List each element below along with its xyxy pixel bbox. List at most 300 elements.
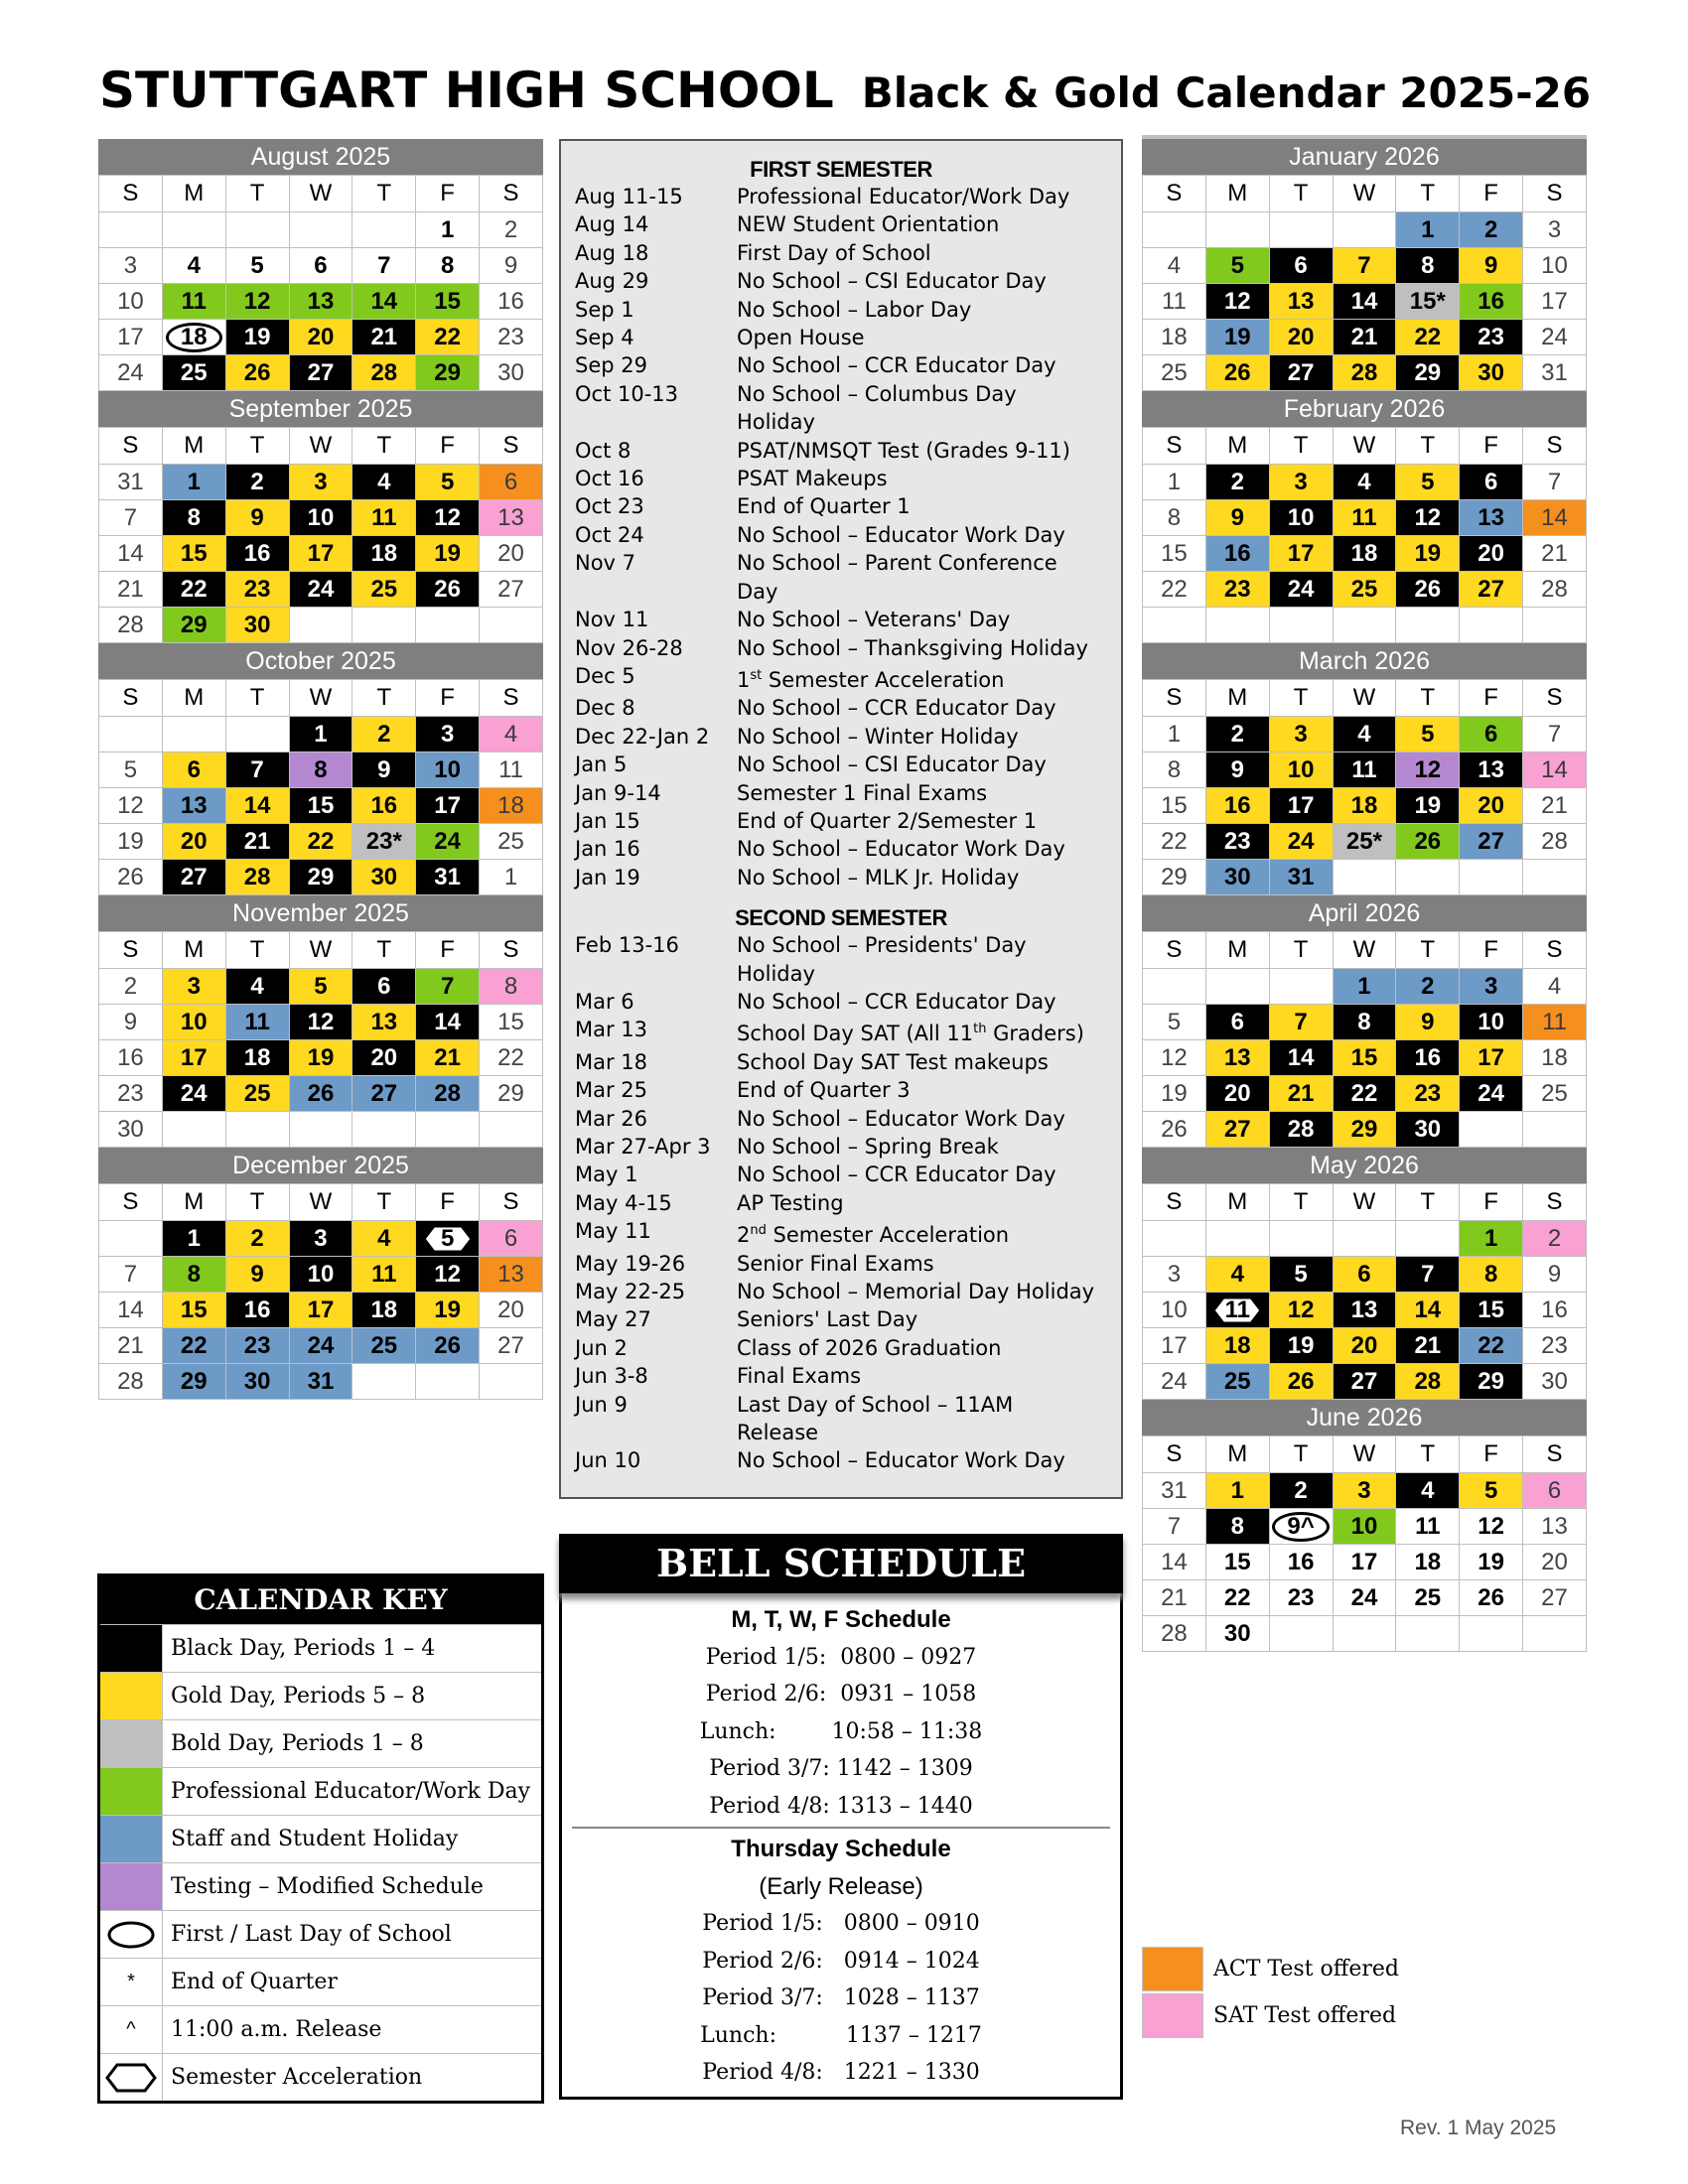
event-description: First Day of School: [737, 240, 931, 265]
day-cell: 23: [1269, 1580, 1333, 1616]
event-row: [575, 931, 1107, 959]
event-date: Jan 15: [575, 808, 640, 833]
day-cell: 3: [1460, 969, 1523, 1005]
day-cell: 22: [162, 572, 225, 608]
week-row: [1143, 860, 1587, 895]
day-cell: 18: [352, 1293, 416, 1328]
weekday-header: S: [1523, 176, 1587, 212]
day-cell: 12: [416, 500, 480, 536]
weekday-header: S: [1523, 1184, 1587, 1221]
day-cell: 3: [289, 465, 352, 500]
day-cell: 6: [1333, 1257, 1396, 1293]
day-number: 5: [440, 1224, 455, 1252]
day-cell: 27: [480, 1328, 543, 1364]
week-row: [99, 465, 543, 500]
week-row: [1143, 284, 1587, 320]
weekday-header: T: [1396, 1436, 1460, 1473]
day-cell: 24: [1269, 824, 1333, 860]
weekday-header: T: [1396, 428, 1460, 465]
empty-cell: [1396, 860, 1460, 895]
event-row: [575, 694, 1107, 722]
day-cell: 22: [480, 1040, 543, 1076]
day-cell: 3: [1523, 212, 1587, 248]
weekday-header: S: [1143, 1184, 1206, 1221]
event-row: [575, 465, 1107, 492]
month-june-2026: [1142, 1400, 1587, 1652]
day-cell: 16: [480, 284, 543, 320]
day-cell: 7: [352, 248, 416, 284]
day-cell: 20: [162, 824, 225, 860]
day-cell: 28: [1523, 572, 1587, 608]
day-cell: 5: [99, 752, 163, 788]
event-description: PSAT Makeups: [737, 467, 888, 491]
day-cell: 13: [480, 1257, 543, 1293]
event-description: Release: [737, 1421, 819, 1445]
event-row: [575, 351, 1107, 379]
mtwf-title: M, T, W, F Schedule: [731, 1606, 951, 1633]
event-row: [575, 662, 1107, 694]
empty-cell: [352, 608, 416, 643]
day-cell: 19: [1396, 536, 1460, 572]
day-cell: 2: [225, 465, 289, 500]
weekday-header: W: [289, 176, 352, 212]
day-cell: 30: [1396, 1112, 1460, 1148]
month-title: May 2026: [1142, 1148, 1587, 1183]
key-row: [100, 1958, 541, 2005]
school-name: STUTTGART HIGH SCHOOL: [99, 62, 834, 119]
day-cell: 30: [352, 860, 416, 895]
day-cell: 18: [1143, 320, 1206, 355]
week-row: [99, 1005, 543, 1040]
day-cell: 10: [1333, 1509, 1396, 1545]
empty-cell: [1523, 608, 1587, 643]
day-cell: 1: [1143, 465, 1206, 500]
day-cell: 10: [289, 1257, 352, 1293]
month-october-2025: [98, 643, 543, 895]
week-row: [99, 1076, 543, 1112]
day-cell: 17: [1523, 284, 1587, 320]
empty-cell: [352, 1364, 416, 1400]
empty-cell: [289, 608, 352, 643]
day-cell: 23*: [352, 824, 416, 860]
weekday-header: M: [162, 428, 225, 465]
event-date: Oct 23: [575, 494, 644, 519]
left-month-column: [98, 139, 543, 1400]
day-cell: 5: [225, 248, 289, 284]
day-cell: 20: [480, 536, 543, 572]
event-description: Open House: [737, 326, 865, 350]
event-date: Mar 25: [575, 1078, 648, 1103]
day-cell: 20: [289, 320, 352, 355]
day-cell: 3: [416, 717, 480, 752]
day-cell: 11: [162, 284, 225, 320]
week-row: [99, 1040, 543, 1076]
event-description: No School – Spring Break: [737, 1135, 999, 1159]
day-cell: 28: [416, 1076, 480, 1112]
bell-period: Period 1/5: 0800 – 0910: [702, 1911, 980, 1936]
weekday-header: W: [1333, 1436, 1396, 1473]
weekday-header: T: [1396, 176, 1460, 212]
month-title: April 2026: [1142, 895, 1587, 931]
day-cell: 25: [1523, 1076, 1587, 1112]
day-cell: 14: [225, 788, 289, 824]
week-row: [1143, 1076, 1587, 1112]
weekday-header: S: [480, 1184, 543, 1221]
weekday-header: S: [1143, 428, 1206, 465]
day-cell: 12: [1460, 1509, 1523, 1545]
day-cell: 18: [1205, 1328, 1269, 1364]
weekday-header: S: [480, 428, 543, 465]
key-row: [100, 1719, 541, 1767]
day-cell: 11: [1143, 284, 1206, 320]
weekday-header: M: [1205, 1184, 1269, 1221]
day-cell: 6: [480, 465, 543, 500]
day-cell: 24: [1333, 1580, 1396, 1616]
empty-cell: [1333, 608, 1396, 643]
weekday-header: S: [99, 680, 163, 717]
key-symbol: *: [100, 1959, 163, 2005]
event-date: May 22-25: [575, 1280, 686, 1304]
event-row: [575, 324, 1107, 351]
event-description: Day: [737, 579, 778, 604]
day-cell: 6: [352, 969, 416, 1005]
weekday-header: F: [1460, 1436, 1523, 1473]
empty-cell: [99, 717, 163, 752]
day-cell: 15: [162, 536, 225, 572]
day-cell: 27: [162, 860, 225, 895]
day-cell: 17: [1143, 1328, 1206, 1364]
day-cell: 8: [289, 752, 352, 788]
event-date: Nov 11: [575, 608, 649, 632]
event-description: Seniors' Last Day: [737, 1307, 918, 1332]
key-row: [100, 1862, 541, 1910]
day-cell: 27: [480, 572, 543, 608]
day-cell: 29: [480, 1076, 543, 1112]
right-month-column: [1142, 139, 1587, 1652]
day-cell: 16: [99, 1040, 163, 1076]
month-january-2026: [1142, 139, 1587, 391]
day-cell: 6: [1523, 1473, 1587, 1509]
day-cell: 30: [99, 1112, 163, 1148]
day-cell: 1: [1143, 717, 1206, 752]
weekday-header: T: [352, 176, 416, 212]
event-description: No School – Educator Work Day: [737, 837, 1065, 862]
day-cell: 9: [99, 1005, 163, 1040]
day-cell: 17: [99, 320, 163, 355]
key-label: Semester Acceleration: [171, 2065, 423, 2090]
day-cell: 31: [1523, 355, 1587, 391]
day-cell: 16: [1205, 536, 1269, 572]
empty-cell: [1269, 969, 1333, 1005]
day-cell: 8: [416, 248, 480, 284]
day-cell: 15*: [1396, 284, 1460, 320]
day-cell: 30: [480, 355, 543, 391]
day-cell: 31: [1143, 1473, 1206, 1509]
weekday-header: T: [225, 680, 289, 717]
key-label: First / Last Day of School: [171, 1922, 452, 1947]
day-cell: 29: [416, 355, 480, 391]
day-cell: 16: [1269, 1545, 1333, 1580]
event-date: Aug 11-15: [575, 185, 683, 208]
day-cell: 14: [416, 1005, 480, 1040]
day-cell: 28: [1143, 1616, 1206, 1652]
event-row: [575, 210, 1107, 238]
empty-cell: [352, 212, 416, 248]
event-date: [575, 1419, 737, 1446]
event-date: May 11: [575, 1219, 651, 1244]
day-cell: 26: [289, 1076, 352, 1112]
weekday-header: S: [1523, 932, 1587, 969]
week-row: [1143, 1328, 1587, 1364]
month-title: January 2026: [1142, 139, 1587, 175]
day-cell: 3: [289, 1221, 352, 1257]
thursday-subtitle: (Early Release): [759, 1872, 923, 1900]
day-cell: 14: [1269, 1040, 1333, 1076]
month-february-2026: [1142, 391, 1587, 643]
empty-cell: [1396, 1616, 1460, 1652]
day-cell: 13: [1460, 500, 1523, 536]
event-date: Aug 29: [575, 269, 649, 294]
day-cell: 20: [480, 1293, 543, 1328]
key-row: [100, 2005, 541, 2053]
bell-period: Lunch: 10:58 – 11:38: [699, 1718, 983, 1744]
empty-cell: [162, 1112, 225, 1148]
day-cell: 3: [162, 969, 225, 1005]
day-cell: 15: [1143, 536, 1206, 572]
day-cell: 26: [225, 355, 289, 391]
day-cell: 31: [1269, 860, 1333, 895]
day-cell: 21: [1396, 1328, 1460, 1364]
day-cell: 21: [352, 320, 416, 355]
day-cell: 10: [1460, 1005, 1523, 1040]
weekday-header: F: [416, 932, 480, 969]
day-cell: 15: [1333, 1040, 1396, 1076]
revision-note: Rev. 1 May 2025: [1400, 2116, 1557, 2139]
day-cell: 4: [225, 969, 289, 1005]
month-grid: [1142, 175, 1587, 391]
week-row: [1143, 1616, 1587, 1652]
day-cell: 23: [99, 1076, 163, 1112]
day-cell: 6: [1205, 1005, 1269, 1040]
week-row: [99, 860, 543, 895]
weekday-header: T: [352, 680, 416, 717]
event-date: [575, 960, 737, 988]
event-description: NEW Student Orientation: [737, 212, 1000, 237]
weekday-header: W: [289, 428, 352, 465]
event-description: No School – Winter Holiday: [737, 724, 1019, 749]
day-cell: 2: [1396, 969, 1460, 1005]
day-cell: 27: [1523, 1580, 1587, 1616]
week-row: [99, 284, 543, 320]
day-cell: 8: [1396, 248, 1460, 284]
event-description: School Day SAT (All 11th Graders): [737, 1022, 1084, 1046]
semester-acceleration-marker: [1211, 1296, 1263, 1325]
day-cell: 20: [1205, 1076, 1269, 1112]
day-cell: 29: [162, 1364, 225, 1400]
day-cell: 21: [225, 824, 289, 860]
empty-cell: [1205, 608, 1269, 643]
key-label: Bold Day, Periods 1 – 8: [171, 1731, 424, 1756]
day-cell: 13: [162, 788, 225, 824]
event-date: May 4-15: [575, 1190, 672, 1215]
day-cell: 10: [1523, 248, 1587, 284]
day-cell: 31: [416, 860, 480, 895]
weekday-header: M: [162, 680, 225, 717]
day-cell: 26: [416, 572, 480, 608]
day-cell: 21: [99, 572, 163, 608]
day-cell: 14: [99, 536, 163, 572]
key-swatch-bold: [100, 1720, 163, 1767]
week-row: [1143, 1221, 1587, 1257]
key-label: Black Day, Periods 1 – 4: [171, 1636, 436, 1661]
event-date: Jun 2: [575, 1335, 628, 1360]
day-cell: 7: [99, 1257, 163, 1293]
day-cell: 26: [1143, 1112, 1206, 1148]
week-row: [1143, 824, 1587, 860]
first-semester-list: [575, 183, 1107, 891]
day-cell: 23: [225, 572, 289, 608]
weekday-header: T: [1269, 680, 1333, 717]
key-row: [100, 1624, 541, 1672]
day-cell: 27: [1460, 824, 1523, 860]
weekday-header: S: [1143, 176, 1206, 212]
weekday-header: W: [1333, 932, 1396, 969]
day-cell: 30: [1205, 860, 1269, 895]
schedule-divider: [572, 1827, 1110, 1829]
day-cell: 20: [1333, 1328, 1396, 1364]
empty-cell: [225, 1112, 289, 1148]
weekday-header: W: [289, 932, 352, 969]
day-cell: 23: [480, 320, 543, 355]
weekday-header: S: [99, 176, 163, 212]
month-title: October 2025: [98, 643, 543, 679]
day-cell: 12: [99, 788, 163, 824]
day-cell: 26: [1396, 572, 1460, 608]
empty-cell: [162, 212, 225, 248]
first-semester-heading: FIRST SEMESTER: [750, 157, 932, 182]
weekday-header: F: [1460, 1184, 1523, 1221]
event-row: [575, 521, 1107, 549]
day-cell: [416, 1221, 480, 1257]
weekday-header: T: [352, 1184, 416, 1221]
day-cell: 17: [416, 788, 480, 824]
empty-cell: [99, 1221, 163, 1257]
legend-swatch-act: [1142, 1947, 1203, 1991]
day-cell: 28: [225, 860, 289, 895]
weekday-header: T: [352, 932, 416, 969]
day-cell: 1: [1460, 1221, 1523, 1257]
day-cell: 8: [1143, 752, 1206, 788]
day-cell: 4: [352, 1221, 416, 1257]
day-cell: 11: [480, 752, 543, 788]
event-description: Holiday: [737, 410, 815, 435]
week-row: [99, 355, 543, 391]
day-cell: 9: [225, 1257, 289, 1293]
day-cell: 20: [1269, 320, 1333, 355]
second-semester-heading: SECOND SEMESTER: [735, 905, 947, 931]
week-row: [99, 608, 543, 643]
day-cell: 28: [1333, 355, 1396, 391]
event-date: Nov 7: [575, 551, 636, 576]
event-date: Feb 13-16: [575, 933, 679, 958]
day-cell: 3: [1269, 465, 1333, 500]
event-description: Senior Final Exams: [737, 1251, 934, 1276]
day-cell: 1: [1396, 212, 1460, 248]
day-cell: 24: [289, 1328, 352, 1364]
day-cell: 26: [1396, 824, 1460, 860]
event-date: Jan 19: [575, 865, 640, 889]
event-row: [575, 606, 1107, 633]
week-row: [99, 969, 543, 1005]
day-cell: 19: [225, 320, 289, 355]
event-description: School Day SAT Test makeups: [737, 1049, 1049, 1074]
day-cell: 2: [352, 717, 416, 752]
empty-cell: [1205, 212, 1269, 248]
empty-cell: [1333, 860, 1396, 895]
day-cell: 13: [1269, 284, 1333, 320]
day-cell: 20: [1460, 536, 1523, 572]
day-cell: 17: [1333, 1545, 1396, 1580]
day-cell: 27: [289, 355, 352, 391]
event-row: [575, 239, 1107, 267]
week-row: [1143, 752, 1587, 788]
week-row: [99, 752, 543, 788]
day-cell: 6: [1460, 717, 1523, 752]
day-cell: 11: [352, 500, 416, 536]
weekday-header: M: [1205, 932, 1269, 969]
event-date: Mar 13: [575, 1018, 648, 1042]
day-cell: 8: [1143, 500, 1206, 536]
day-cell: 14: [99, 1293, 163, 1328]
weekday-header: M: [1205, 428, 1269, 465]
empty-cell: [162, 717, 225, 752]
weekday-header: W: [289, 680, 352, 717]
day-cell: 28: [352, 355, 416, 391]
event-date: Mar 26: [575, 1106, 648, 1131]
key-swatch-holi: [100, 1816, 163, 1862]
day-cell: 23: [1205, 572, 1269, 608]
day-cell: 28: [1523, 824, 1587, 860]
month-may-2026: [1142, 1148, 1587, 1400]
weekday-header: M: [1205, 176, 1269, 212]
day-cell: 24: [1143, 1364, 1206, 1400]
day-cell: 14: [1333, 284, 1396, 320]
day-cell: 11: [1396, 1509, 1460, 1545]
day-cell: 29: [162, 608, 225, 643]
month-grid: [1142, 679, 1587, 895]
day-cell: 6: [1269, 248, 1333, 284]
day-cell: 21: [1143, 1580, 1206, 1616]
day-cell: 2: [1523, 1221, 1587, 1257]
event-row: [575, 380, 1107, 408]
day-cell: 13: [1523, 1509, 1587, 1545]
day-cell: 10: [99, 284, 163, 320]
day-cell: 19: [1269, 1328, 1333, 1364]
empty-cell: [1143, 969, 1206, 1005]
day-cell: 12: [225, 284, 289, 320]
week-row: [1143, 1473, 1587, 1509]
day-cell: 25: [1333, 572, 1396, 608]
day-cell: 25: [162, 355, 225, 391]
key-swatch-gold: [100, 1673, 163, 1719]
event-description: Last Day of School – 11AM: [737, 1392, 1014, 1417]
event-date: Mar 27-Apr 3: [575, 1135, 711, 1159]
month-grid: [1142, 1435, 1587, 1652]
weekday-header: T: [225, 932, 289, 969]
event-row: [575, 1016, 1107, 1047]
key-label: Testing – Modified Schedule: [171, 1874, 484, 1899]
day-cell: 15: [1205, 1545, 1269, 1580]
